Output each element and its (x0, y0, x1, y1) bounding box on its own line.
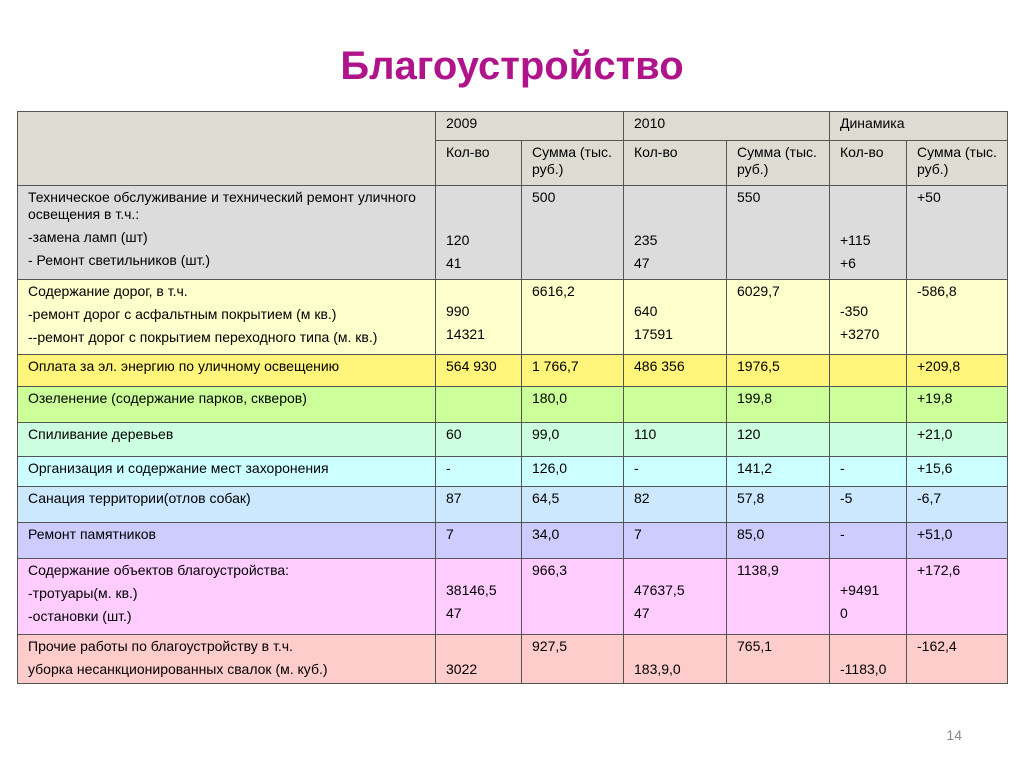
qty-dynamics: +9491 0 (830, 559, 907, 635)
sum-2010: 57,8 (727, 487, 830, 523)
row-description: Содержание объектов благоустройства: -тротуары(м. кв.) -остановки (шт.) (18, 559, 436, 635)
table-row (18, 423, 1008, 457)
sum-2009: 500 (522, 186, 624, 280)
header-qty-2009: Кол-во (436, 141, 522, 186)
qty-dynamics: -1183,0 (830, 635, 907, 684)
qty-2009: 564 930 (436, 355, 522, 387)
sum-2009: 1 766,7 (522, 355, 624, 387)
sum-dynamics: -6,7 (907, 487, 1008, 523)
qty-dynamics (830, 355, 907, 387)
sum-2010: 1138,9 (727, 559, 830, 635)
header-qty-2010: Кол-во (624, 141, 727, 186)
sum-2009: 180,0 (522, 387, 624, 423)
sum-dynamics: +172,6 (907, 559, 1008, 635)
qty-dynamics (830, 423, 907, 457)
qty-2010: 235 47 (624, 186, 727, 280)
qty-2010: 640 17591 (624, 280, 727, 355)
qty-dynamics: -5 (830, 487, 907, 523)
qty-2009: 38146,5 47 (436, 559, 522, 635)
qty-2010: - (624, 457, 727, 487)
sum-2009: 34,0 (522, 523, 624, 559)
row-description: Спиливание деревьев (18, 423, 436, 457)
sum-dynamics: +51,0 (907, 523, 1008, 559)
header-qty-dynamics: Кол-во (830, 141, 907, 186)
sum-2010: 120 (727, 423, 830, 457)
sum-2009: 6616,2 (522, 280, 624, 355)
table-row (18, 186, 1008, 280)
sum-2009: 927,5 (522, 635, 624, 684)
header-2009: 2009 (436, 112, 624, 141)
header-sum-dynamics: Сумма (тыс. руб.) (907, 141, 1008, 186)
row-description: Ремонт памятников (18, 523, 436, 559)
qty-dynamics: - (830, 523, 907, 559)
qty-2010: 183,9,0 (624, 635, 727, 684)
table-row (18, 635, 1008, 684)
sum-2009: 126,0 (522, 457, 624, 487)
qty-2010: 486 356 (624, 355, 727, 387)
row-description: Оплата за эл. энергию по уличному освещению (18, 355, 436, 387)
qty-dynamics: - (830, 457, 907, 487)
improvement-table (17, 111, 1008, 684)
sum-2009: 64,5 (522, 487, 624, 523)
slide-title: Благоустройство (340, 44, 684, 88)
header-2010: 2010 (624, 112, 830, 141)
sum-2010: 550 (727, 186, 830, 280)
qty-2009: 60 (436, 423, 522, 457)
sum-2010: 1976,5 (727, 355, 830, 387)
sum-2009: 966,3 (522, 559, 624, 635)
sum-2009: 99,0 (522, 423, 624, 457)
row-description: Организация и содержание мест захоронения (18, 457, 436, 487)
header-sum-2009: Сумма (тыс. руб.) (522, 141, 624, 186)
row-description: Техническое обслуживание и технический ремонт уличного освещения в т.ч.: -замена ламп (шт) - Ремонт светильников (шт.) (18, 186, 436, 280)
qty-2009: 3022 (436, 635, 522, 684)
sum-2010: 765,1 (727, 635, 830, 684)
sum-2010: 141,2 (727, 457, 830, 487)
qty-2010: 47637,5 47 (624, 559, 727, 635)
row-description: Содержание дорог, в т.ч. -ремонт дорог с асфальтным покрытием (м кв.) --ремонт дорог с покрытием переходного типа (м. кв.) (18, 280, 436, 355)
table-row (18, 355, 1008, 387)
qty-2010 (624, 387, 727, 423)
sum-dynamics: +15,6 (907, 457, 1008, 487)
row-description: Прочие работы по благоустройству в т.ч. уборка несанкционированных свалок (м. куб.) (18, 635, 436, 684)
sum-dynamics: +50 (907, 186, 1008, 280)
qty-2009 (436, 387, 522, 423)
qty-2009: 120 41 (436, 186, 522, 280)
table-row (18, 559, 1008, 635)
qty-2010: 82 (624, 487, 727, 523)
sum-2010: 6029,7 (727, 280, 830, 355)
sum-dynamics: +21,0 (907, 423, 1008, 457)
qty-2009: - (436, 457, 522, 487)
qty-dynamics (830, 387, 907, 423)
header-sum-2010: Сумма (тыс. руб.) (727, 141, 830, 186)
qty-2010: 110 (624, 423, 727, 457)
qty-2010: 7 (624, 523, 727, 559)
qty-dynamics: -350 +3270 (830, 280, 907, 355)
qty-2009: 87 (436, 487, 522, 523)
sum-2010: 199,8 (727, 387, 830, 423)
table-row (18, 457, 1008, 487)
sum-2010: 85,0 (727, 523, 830, 559)
table-row (18, 387, 1008, 423)
qty-2009: 7 (436, 523, 522, 559)
row-description: Озеленение (содержание парков, скверов) (18, 387, 436, 423)
header-corner (18, 112, 436, 186)
sum-dynamics: +209,8 (907, 355, 1008, 387)
row-description: Санация территории(отлов собак) (18, 487, 436, 523)
qty-2009: 990 14321 (436, 280, 522, 355)
table-row (18, 523, 1008, 559)
sum-dynamics: -162,4 (907, 635, 1008, 684)
qty-dynamics: +115 +6 (830, 186, 907, 280)
table-row (18, 487, 1008, 523)
header-dynamics: Динамика (830, 112, 1008, 141)
sum-dynamics: +19,8 (907, 387, 1008, 423)
header-row-years (18, 112, 1008, 141)
table-row (18, 280, 1008, 355)
page-number: 14 (946, 727, 962, 743)
sum-dynamics: -586,8 (907, 280, 1008, 355)
